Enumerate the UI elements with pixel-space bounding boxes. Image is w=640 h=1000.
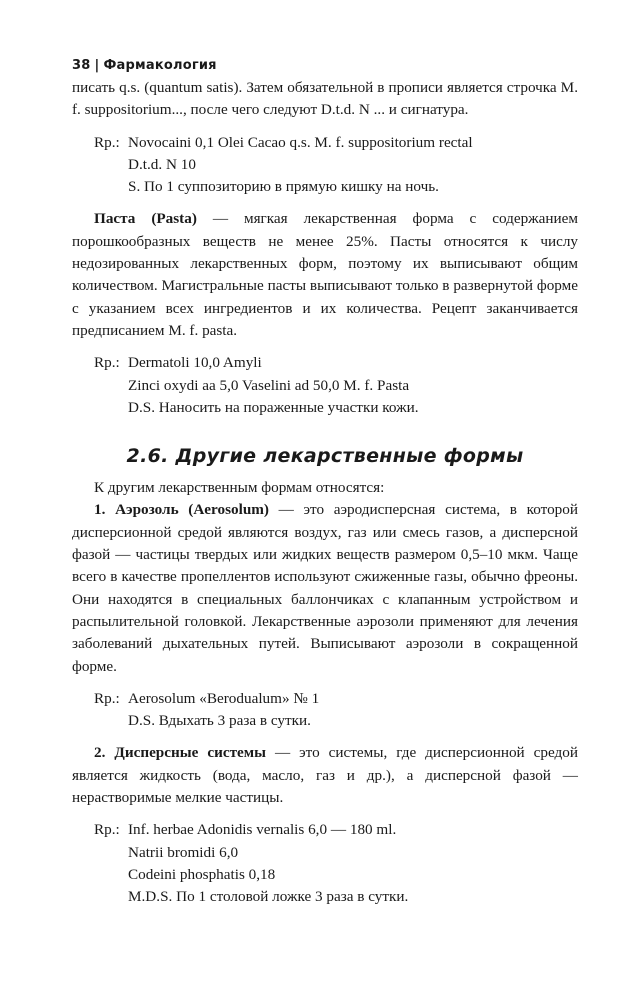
prescription-1 [94, 132, 578, 199]
header-separator: | [94, 58, 100, 73]
pasta-paragraph [72, 208, 578, 342]
aerosol-term: 1. Аэрозоль (Aerosolum) [94, 501, 269, 519]
prescription-2 [94, 352, 578, 419]
rp-line: D.S. Наносить на пораженные участки кожи. [128, 398, 419, 416]
running-header [72, 58, 578, 73]
rp-line: Dermatoli 10,0 Amyli [128, 354, 262, 372]
rp-line: Inf. herbae Adonidis vernalis 6,0 — 180 ml. [128, 821, 397, 839]
pasta-text: — мягкая лекарственная форма с содержанием порошкообразных веществ не менее 25%. Пасты относятся к числу недозированных лекарственных форм, поэтому их выписывают общим количеством. Магистральные пасты выписывают только в развернутой форме с указанием всех ингредиентов и их количества. Рецепт заканчивается предписанием M. f. pasta. [72, 210, 579, 339]
disperse-term: 2. Дисперсные системы [94, 744, 266, 762]
rp-line: M.D.S. По 1 столовой ложке 3 раза в сутки. [128, 888, 409, 906]
rp-line: S. По 1 суппозиторию в прямую кишку на ночь. [128, 178, 439, 196]
intro-paragraph: писать q.s. (quantum satis). Затем обязательной в прописи является строчка M. f. suppositorium..., после чего следуют D.t.d. N ... и сигнатура. [72, 79, 578, 119]
page-number: 38 [72, 58, 91, 73]
disperse-text: — это системы, где дисперсионной средой является жидкость (вода, масло, газ и др.), а дисперсной фазой — нерастворимые мелкие частицы. [72, 744, 578, 807]
prescription-3 [94, 688, 578, 733]
rp-line: Aerosolum «Berodualum» № 1 [128, 689, 320, 707]
rp-line: Novocaini 0,1 Olei Cacao q.s. M. f. suppositorium rectal [128, 133, 473, 151]
rp-line: D.S. Вдыхать 3 раза в сутки. [128, 712, 311, 730]
aerosol-text: — это аэродисперсная система, в которой дисперсионной средой являются воздух, газ или смесь газов, а дисперсной фазой — частицы твердых или жидких веществ размером 0,5–10 мкм. Чаще всего в качестве пропеллентов используют сжиженные газы, обычно фреоны. Они находятся в специальных баллончиках с клапанным устройством и распылительной головкой. Лекарственные аэрозоли применяют для лечения заболеваний дыхательных путей. Выписывают аэрозоли в сокращенной форме. [72, 501, 578, 675]
disperse-paragraph [72, 742, 578, 809]
rp-line: Zinci oxydi aa 5,0 Vaselini ad 50,0 M. f. Pasta [128, 376, 410, 394]
section-intro: К другим лекарственным формам относятся: [94, 479, 385, 497]
rp-label: Rp.: [94, 354, 120, 372]
rp-label: Rp.: [94, 133, 120, 151]
rp-label: Rp.: [94, 689, 120, 707]
document-page [72, 58, 578, 909]
rp-line: D.t.d. N 10 [128, 155, 196, 173]
prescription-4 [94, 819, 578, 908]
aerosol-paragraph [72, 499, 578, 677]
rp-line: Codeini phosphatis 0,18 [128, 865, 276, 883]
rp-line: Natrii bromidi 6,0 [128, 843, 239, 861]
book-title: Фармакология [103, 58, 217, 73]
rp-label: Rp.: [94, 821, 120, 839]
pasta-term: Паста (Pasta) [94, 210, 197, 228]
section-heading: 2.6. Другие лекарственные формы [126, 445, 524, 468]
